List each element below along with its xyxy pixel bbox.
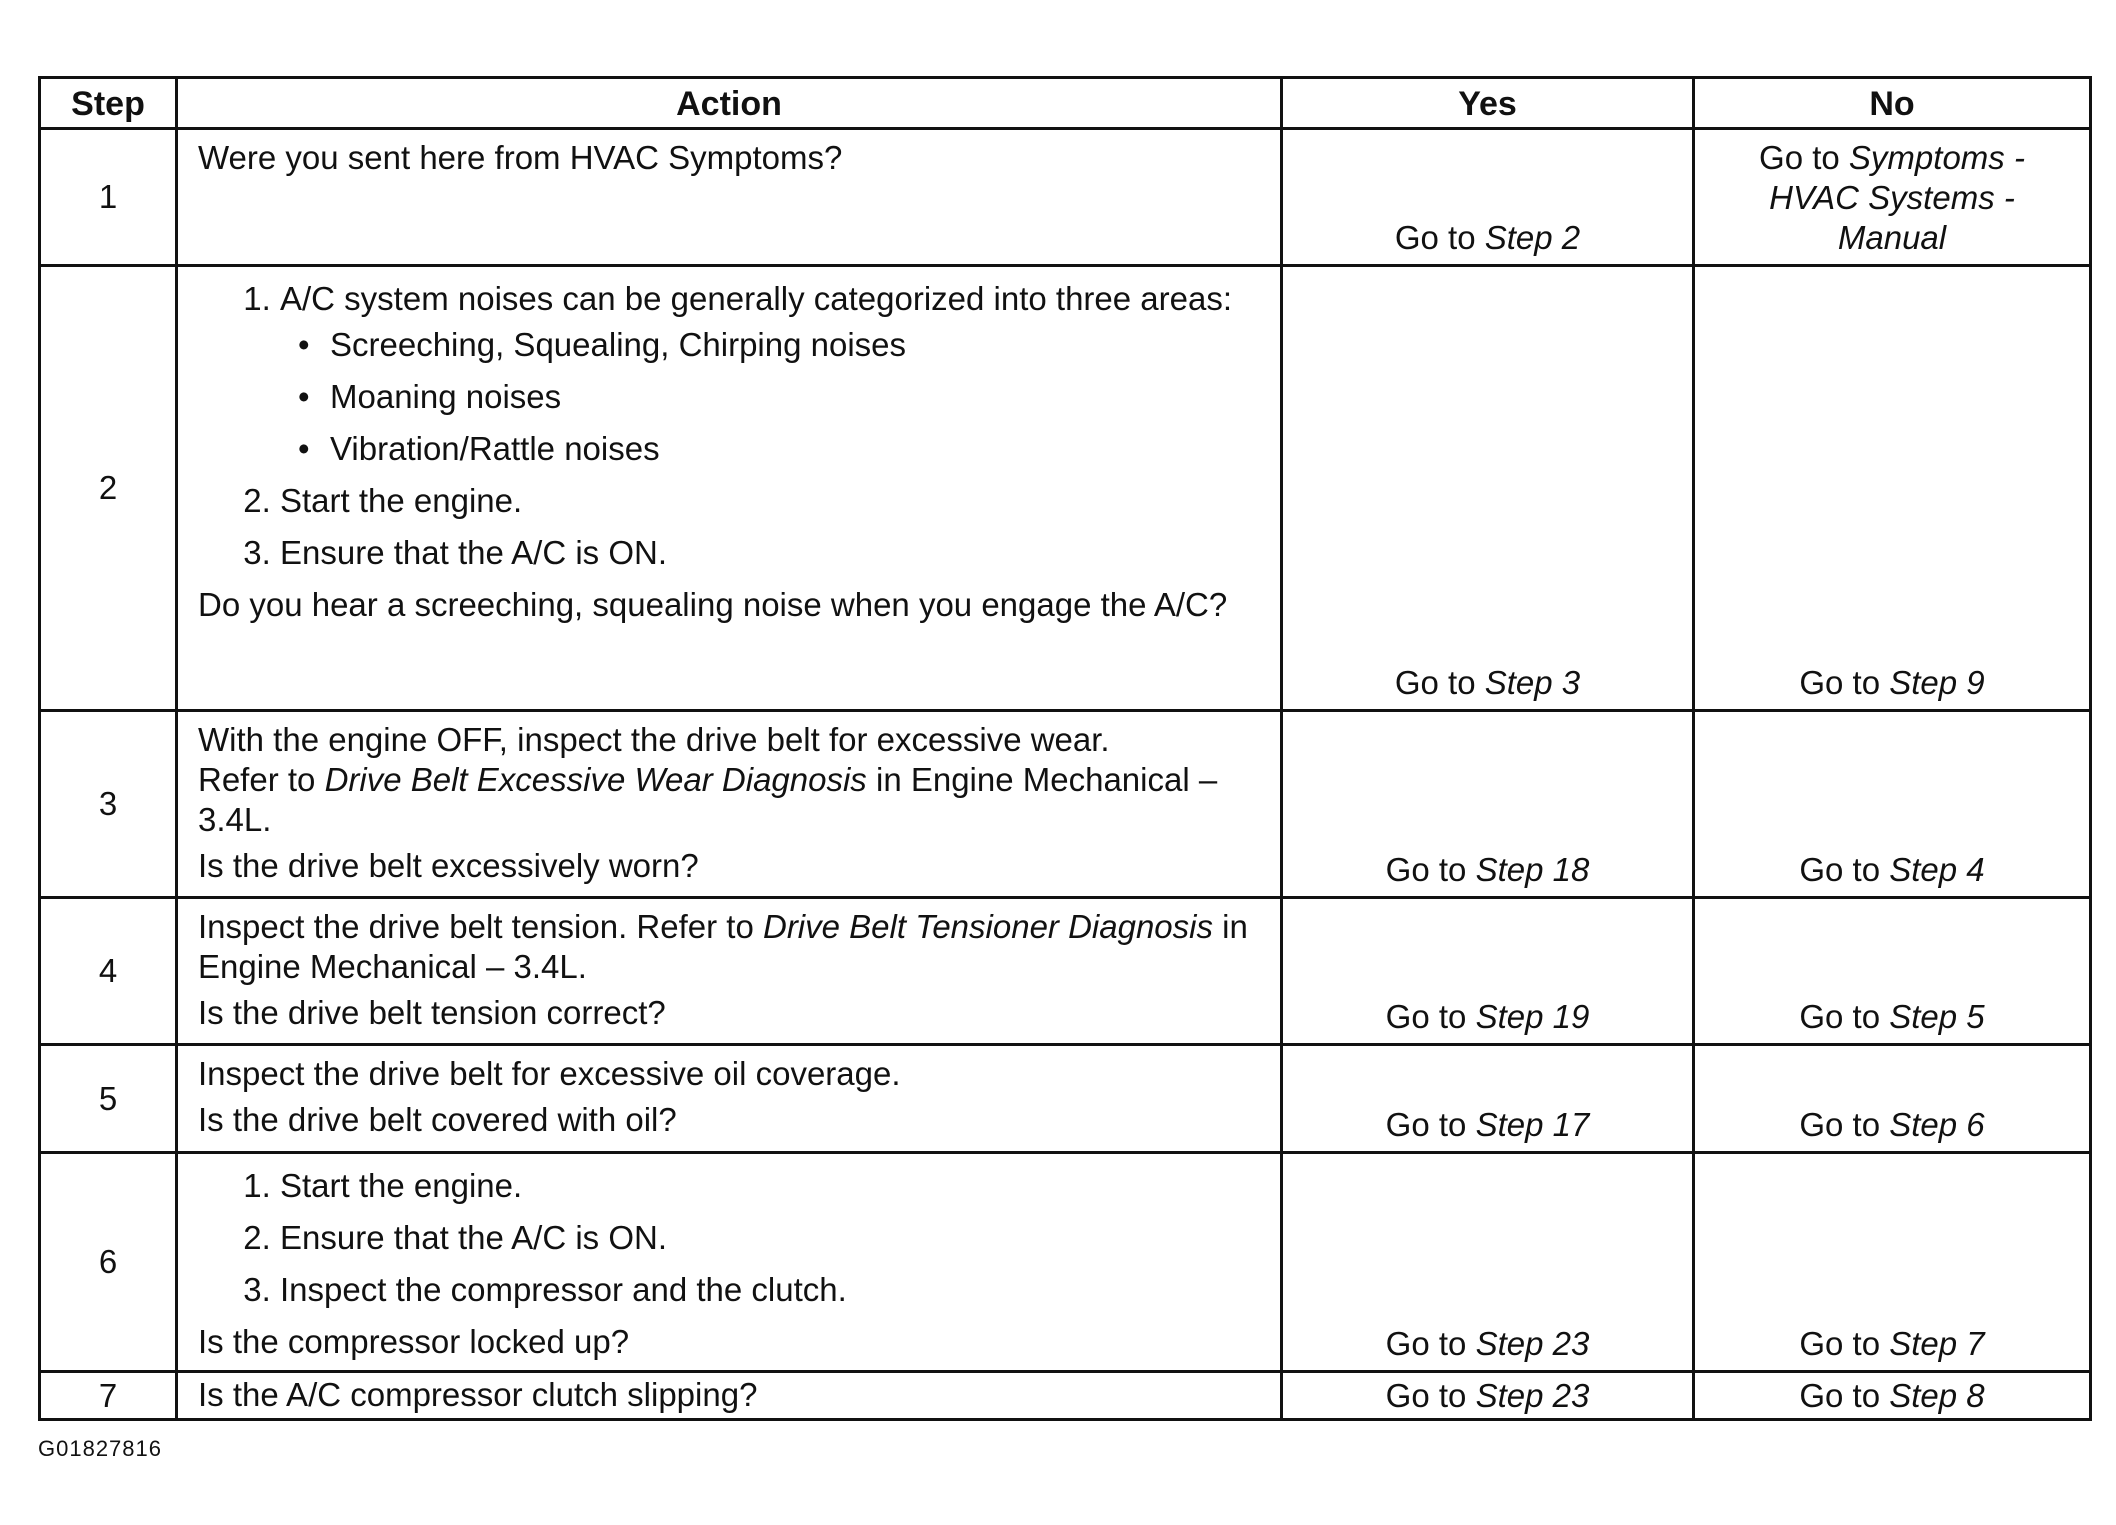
action-steps-list (198, 279, 1260, 573)
header-action: Action (177, 78, 1282, 129)
yes-prefix: Go to (1385, 851, 1476, 888)
no-cell (1694, 1153, 2091, 1372)
table-row (40, 711, 2091, 898)
action-cell (177, 711, 1282, 898)
yes-prefix: Go to (1385, 1106, 1476, 1143)
no-prefix: Go to (1759, 139, 1849, 176)
step-number: 3 (40, 711, 177, 898)
no-cell (1694, 1372, 2091, 1420)
table-row (40, 266, 2091, 711)
action-cell (177, 1045, 1282, 1153)
no-prefix: Go to (1799, 851, 1890, 888)
no-step-link[interactable]: Step 4 (1889, 851, 1985, 888)
no-cell (1694, 1045, 2091, 1153)
list-item: 3. Ensure that the A/C is ON. (280, 533, 1260, 573)
yes-cell (1282, 1372, 1694, 1420)
action-text: With the engine OFF, inspect the drive belt for excessive wear. (198, 721, 1110, 758)
yes-step-link[interactable]: Step 3 (1484, 664, 1581, 701)
yes-cell (1282, 1045, 1694, 1153)
table-row (40, 1153, 2091, 1372)
yes-prefix: Go to (1394, 664, 1485, 701)
yes-cell (1282, 129, 1694, 266)
step-number: 2 (40, 266, 177, 711)
yes-prefix: Go to (1385, 998, 1476, 1035)
list-item-text: A/C system noises can be generally categorized into three areas: (280, 280, 1233, 317)
manual-reference-link[interactable]: Drive Belt Excessive Wear Diagnosis (324, 761, 867, 798)
no-step-link[interactable]: Step 6 (1889, 1106, 1985, 1143)
diagnostic-table (38, 76, 2092, 1421)
yes-prefix: Go to (1385, 1377, 1476, 1414)
bullet-item: • Vibration/Rattle noises (330, 429, 1260, 469)
header-yes: Yes (1282, 78, 1694, 129)
yes-cell (1282, 266, 1694, 711)
no-prefix: Go to (1799, 664, 1890, 701)
list-item: 2. Start the engine. (280, 481, 1260, 521)
no-cell (1694, 711, 2091, 898)
yes-step-link[interactable]: Step 23 (1475, 1325, 1590, 1362)
action-question: Do you hear a screeching, squealing noise when you engage the A/C? (198, 586, 1228, 623)
table-row (40, 898, 2091, 1045)
no-prefix: Go to (1799, 998, 1890, 1035)
no-cell (1694, 898, 2091, 1045)
no-step-link[interactable]: Step 8 (1889, 1377, 1985, 1414)
yes-step-link[interactable]: Step 2 (1484, 219, 1581, 256)
header-no: No (1694, 78, 2091, 129)
step-number: 4 (40, 898, 177, 1045)
no-prefix: Go to (1799, 1106, 1890, 1143)
action-cell (177, 898, 1282, 1045)
action-question: Is the drive belt tension correct? (198, 994, 666, 1031)
bullet-item: • Screeching, Squealing, Chirping noises (330, 325, 1260, 365)
action-cell (177, 129, 1282, 266)
action-question: Is the drive belt covered with oil? (198, 1101, 677, 1138)
action-cell (177, 1153, 1282, 1372)
yes-prefix: Go to (1385, 1325, 1476, 1362)
yes-cell (1282, 898, 1694, 1045)
header-step: Step (40, 78, 177, 129)
no-step-link[interactable]: Step 7 (1889, 1325, 1985, 1362)
action-cell (177, 1372, 1282, 1420)
step-number: 7 (40, 1372, 177, 1420)
yes-cell (1282, 1153, 1694, 1372)
step-number: 5 (40, 1045, 177, 1153)
refer-suffix: in Engine Mechanical – 3.4L. (198, 761, 1218, 838)
yes-step-link[interactable]: Step 19 (1475, 998, 1590, 1035)
header-row (40, 78, 2091, 129)
action-cell (177, 266, 1282, 711)
list-item (280, 279, 1260, 469)
bullet-list (280, 325, 1260, 469)
refer-prefix: Refer to (198, 761, 325, 798)
list-item: 2. Ensure that the A/C is ON. (280, 1218, 1260, 1258)
yes-cell (1282, 711, 1694, 898)
no-cell (1694, 129, 2091, 266)
figure-code: G01827816 (38, 1436, 162, 1461)
step-number: 6 (40, 1153, 177, 1372)
manual-reference-link[interactable]: Drive Belt Tensioner Diagnosis (762, 908, 1213, 945)
bullet-item: • Moaning noises (330, 377, 1260, 417)
list-item: 3. Inspect the compressor and the clutch. (280, 1270, 1260, 1310)
action-steps-list (198, 1166, 1260, 1310)
action-question: Is the drive belt excessively worn? (198, 847, 699, 884)
no-prefix: Go to (1799, 1325, 1890, 1362)
action-text: Inspect the drive belt tension. Refer to (198, 908, 763, 945)
no-step-link[interactable]: Symptoms - HVAC Systems - Manual (1769, 139, 2025, 256)
no-step-link[interactable]: Step 5 (1889, 998, 1985, 1035)
refer-suffix: in Engine Mechanical – 3.4L. (198, 908, 1248, 985)
yes-step-link[interactable]: Step 17 (1475, 1106, 1590, 1143)
yes-step-link[interactable]: Step 23 (1475, 1377, 1590, 1414)
table-row (40, 1045, 2091, 1153)
table-row (40, 1372, 2091, 1420)
yes-prefix: Go to (1394, 219, 1485, 256)
no-step-link[interactable]: Step 9 (1889, 664, 1985, 701)
action-text: Is the A/C compressor clutch slipping? (198, 1376, 758, 1413)
table-row (40, 129, 2091, 266)
no-cell (1694, 266, 2091, 711)
action-text: Inspect the drive belt for excessive oil coverage. (198, 1055, 901, 1092)
step-number: 1 (40, 129, 177, 266)
action-question: Is the compressor locked up? (198, 1323, 630, 1360)
yes-step-link[interactable]: Step 18 (1475, 851, 1590, 888)
no-prefix: Go to (1799, 1377, 1890, 1414)
list-item: 1. Start the engine. (280, 1166, 1260, 1206)
action-text: Were you sent here from HVAC Symptoms? (198, 139, 843, 176)
